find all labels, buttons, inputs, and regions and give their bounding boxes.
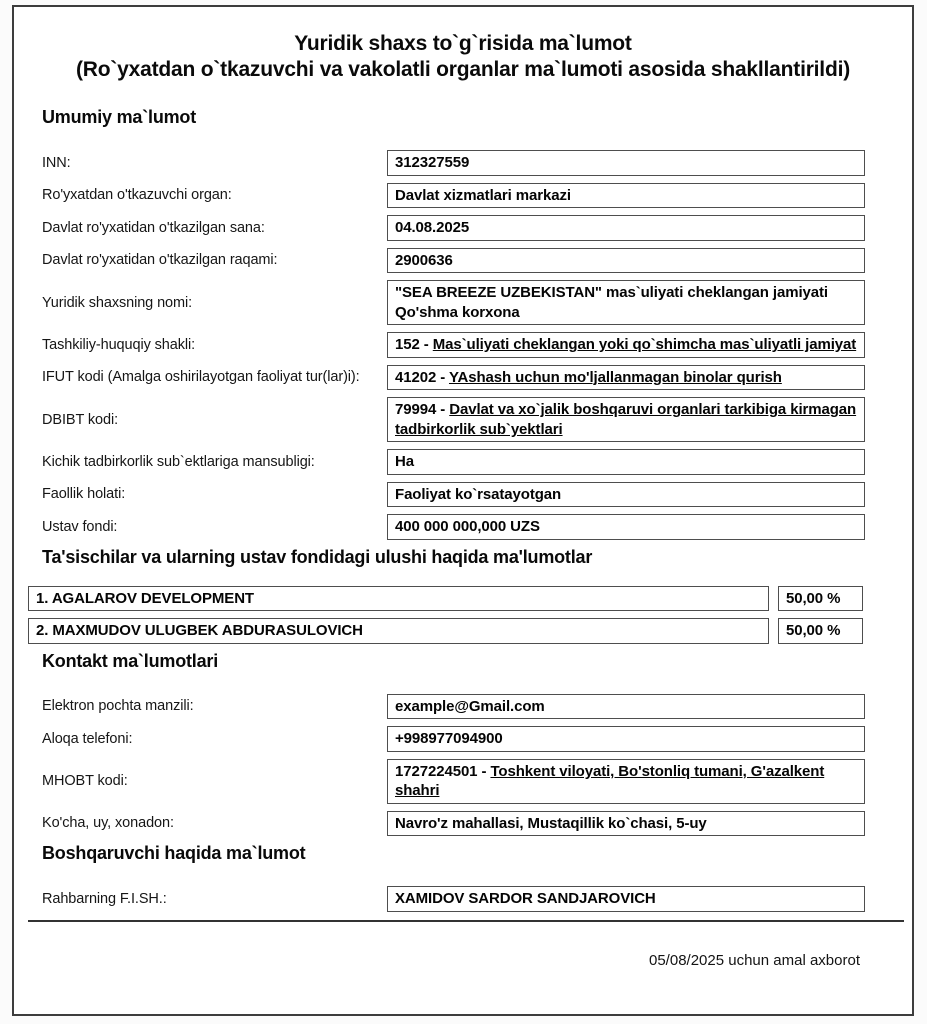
- founder-row: [28, 618, 912, 644]
- section-heading-general: Umumiy ma`lumot: [42, 107, 197, 128]
- founder-row: [28, 586, 912, 612]
- field-label-registering-organ: Ro'yxatdan o'tkazuvchi organ:: [42, 187, 232, 204]
- section-heading-manager: Boshqaruvchi haqida ma`lumot: [42, 843, 306, 864]
- field-value-phone: +998977094900: [387, 726, 865, 752]
- field-value-entity-name: "SEA BREEZE UZBEKISTAN" mas`uliyati cheklangan jamiyati Qo'shma korxona: [387, 280, 865, 325]
- legal-form-link[interactable]: Mas`uliyati cheklangan yoki qo`shimcha mas`uliyatli jamiyat: [432, 336, 857, 354]
- document-title-line1: Yuridik shaxs to`g`risida ma`lumot: [294, 32, 632, 55]
- field-value-small-business: Ha: [387, 449, 865, 475]
- contact-rows: [14, 694, 912, 837]
- field-row-registration-date: [14, 215, 912, 241]
- field-value-inn: 312327559: [387, 150, 865, 176]
- field-row-registration-number: [14, 248, 912, 274]
- field-label-mhobt-code: MHOBT kodi:: [42, 773, 128, 789]
- field-value-director-name: XAMIDOV SARDOR SANDJAROVICH: [387, 886, 865, 912]
- founders-table: [14, 586, 912, 644]
- field-row-ifut-code: [14, 365, 912, 391]
- field-value-registering-organ: Davlat xizmatlari markazi: [387, 183, 865, 209]
- footer-date-note: 05/08/2025 uchun amal axborot: [649, 951, 860, 969]
- field-label-street-address: Ko'cha, uy, xonadon:: [42, 815, 174, 832]
- field-label-ifut-code: IFUT kodi (Amalga oshirilayotgan faoliyat tur(lar)i):: [42, 369, 360, 386]
- field-label-dbibt-code: DBIBT kodi:: [42, 411, 118, 428]
- field-label-activity-status: Faollik holati:: [42, 486, 126, 503]
- field-row-activity-status: [14, 482, 912, 508]
- field-label-director-name: Rahbarning F.I.SH.:: [42, 890, 167, 907]
- dbibt-code: 79994 -: [395, 401, 450, 419]
- field-row-mhobt-code: [14, 759, 912, 804]
- ifut-code: 41202 -: [395, 368, 449, 386]
- field-value-street-address: Navro'z mahallasi, Mustaqillik ko`chasi, 5-uy: [387, 811, 865, 837]
- field-label-entity-name: Yuridik shaxsning nomi:: [42, 294, 193, 311]
- mhobt-code-link[interactable]: Toshkent viloyati, Bo'stonliq tumani, G'azalkent shahri: [395, 762, 825, 800]
- field-label-registration-number: Davlat ro'yxatidan o'tkazilgan raqami:: [42, 252, 278, 269]
- document-title-line2: (Ro`yxatdan o`tkazuvchi va vakolatli organlar ma`lumoti asosida shakllantirildi): [75, 58, 851, 82]
- document-frame: [12, 5, 914, 1016]
- field-value-activity-status: Faoliyat ko`rsatayotgan: [387, 482, 865, 508]
- founder-share: 50,00 %: [778, 618, 863, 644]
- field-value-dbibt-code: [387, 397, 865, 442]
- field-value-mhobt-code: [387, 759, 865, 804]
- field-value-registration-number: 2900636: [387, 248, 865, 274]
- field-row-legal-form: [14, 332, 912, 358]
- field-row-dbibt-code: [14, 397, 912, 442]
- field-row-email: [14, 694, 912, 720]
- field-label-email: Elektron pochta manzili:: [42, 698, 194, 715]
- field-row-phone: [14, 726, 912, 752]
- founder-name: 1. AGALAROV DEVELOPMENT: [28, 586, 769, 612]
- ifut-code-link[interactable]: YAshash uchun mo'ljallanmagan binolar qurish: [448, 368, 782, 386]
- field-label-charter-fund: Ustav fondi:: [42, 518, 118, 535]
- field-label-legal-form: Tashkiliy-huquqiy shakli:: [42, 336, 196, 353]
- field-value-ifut-code: [387, 365, 865, 391]
- document-title: [41, 31, 886, 83]
- section-heading-contact: Kontakt ma`lumotlari: [42, 650, 219, 671]
- field-label-small-business: Kichik tadbirkorlik sub`ektlariga mansubligi:: [42, 453, 315, 470]
- manager-rows: [14, 886, 912, 912]
- section-heading-founders: Ta'sischilar va ularning ustav fondidagi ulushi haqida ma'lumotlar: [42, 546, 593, 567]
- field-label-registration-date: Davlat ro'yxatidan o'tkazilgan sana:: [42, 219, 265, 236]
- footer-divider: [28, 920, 904, 922]
- field-row-registering-organ: [14, 183, 912, 209]
- field-value-legal-form: [387, 332, 865, 358]
- legal-form-code: 152 -: [395, 336, 433, 354]
- general-rows: [14, 150, 912, 540]
- founder-share: 50,00 %: [778, 586, 863, 612]
- founder-name: 2. MAXMUDOV ULUGBEK ABDURASULOVICH: [28, 618, 769, 644]
- field-label-phone: Aloqa telefoni:: [42, 730, 133, 747]
- dbibt-code-link[interactable]: Davlat va xo`jalik boshqaruvi organlari tarkibiga kirmagan tadbirkorlik sub`yektlari: [395, 401, 857, 438]
- field-row-director-name: [14, 886, 912, 912]
- field-row-small-business: [14, 449, 912, 475]
- field-row-inn: [14, 150, 912, 176]
- field-row-charter-fund: [14, 514, 912, 540]
- field-value-email: example@Gmail.com: [387, 694, 865, 720]
- field-value-registration-date: 04.08.2025: [387, 215, 865, 241]
- field-row-street-address: [14, 811, 912, 837]
- field-value-charter-fund: 400 000 000,000 UZS: [387, 514, 865, 540]
- field-label-inn: INN:: [42, 154, 71, 171]
- mhobt-code: 1727224501 -: [395, 762, 491, 780]
- field-row-entity-name: [14, 280, 912, 325]
